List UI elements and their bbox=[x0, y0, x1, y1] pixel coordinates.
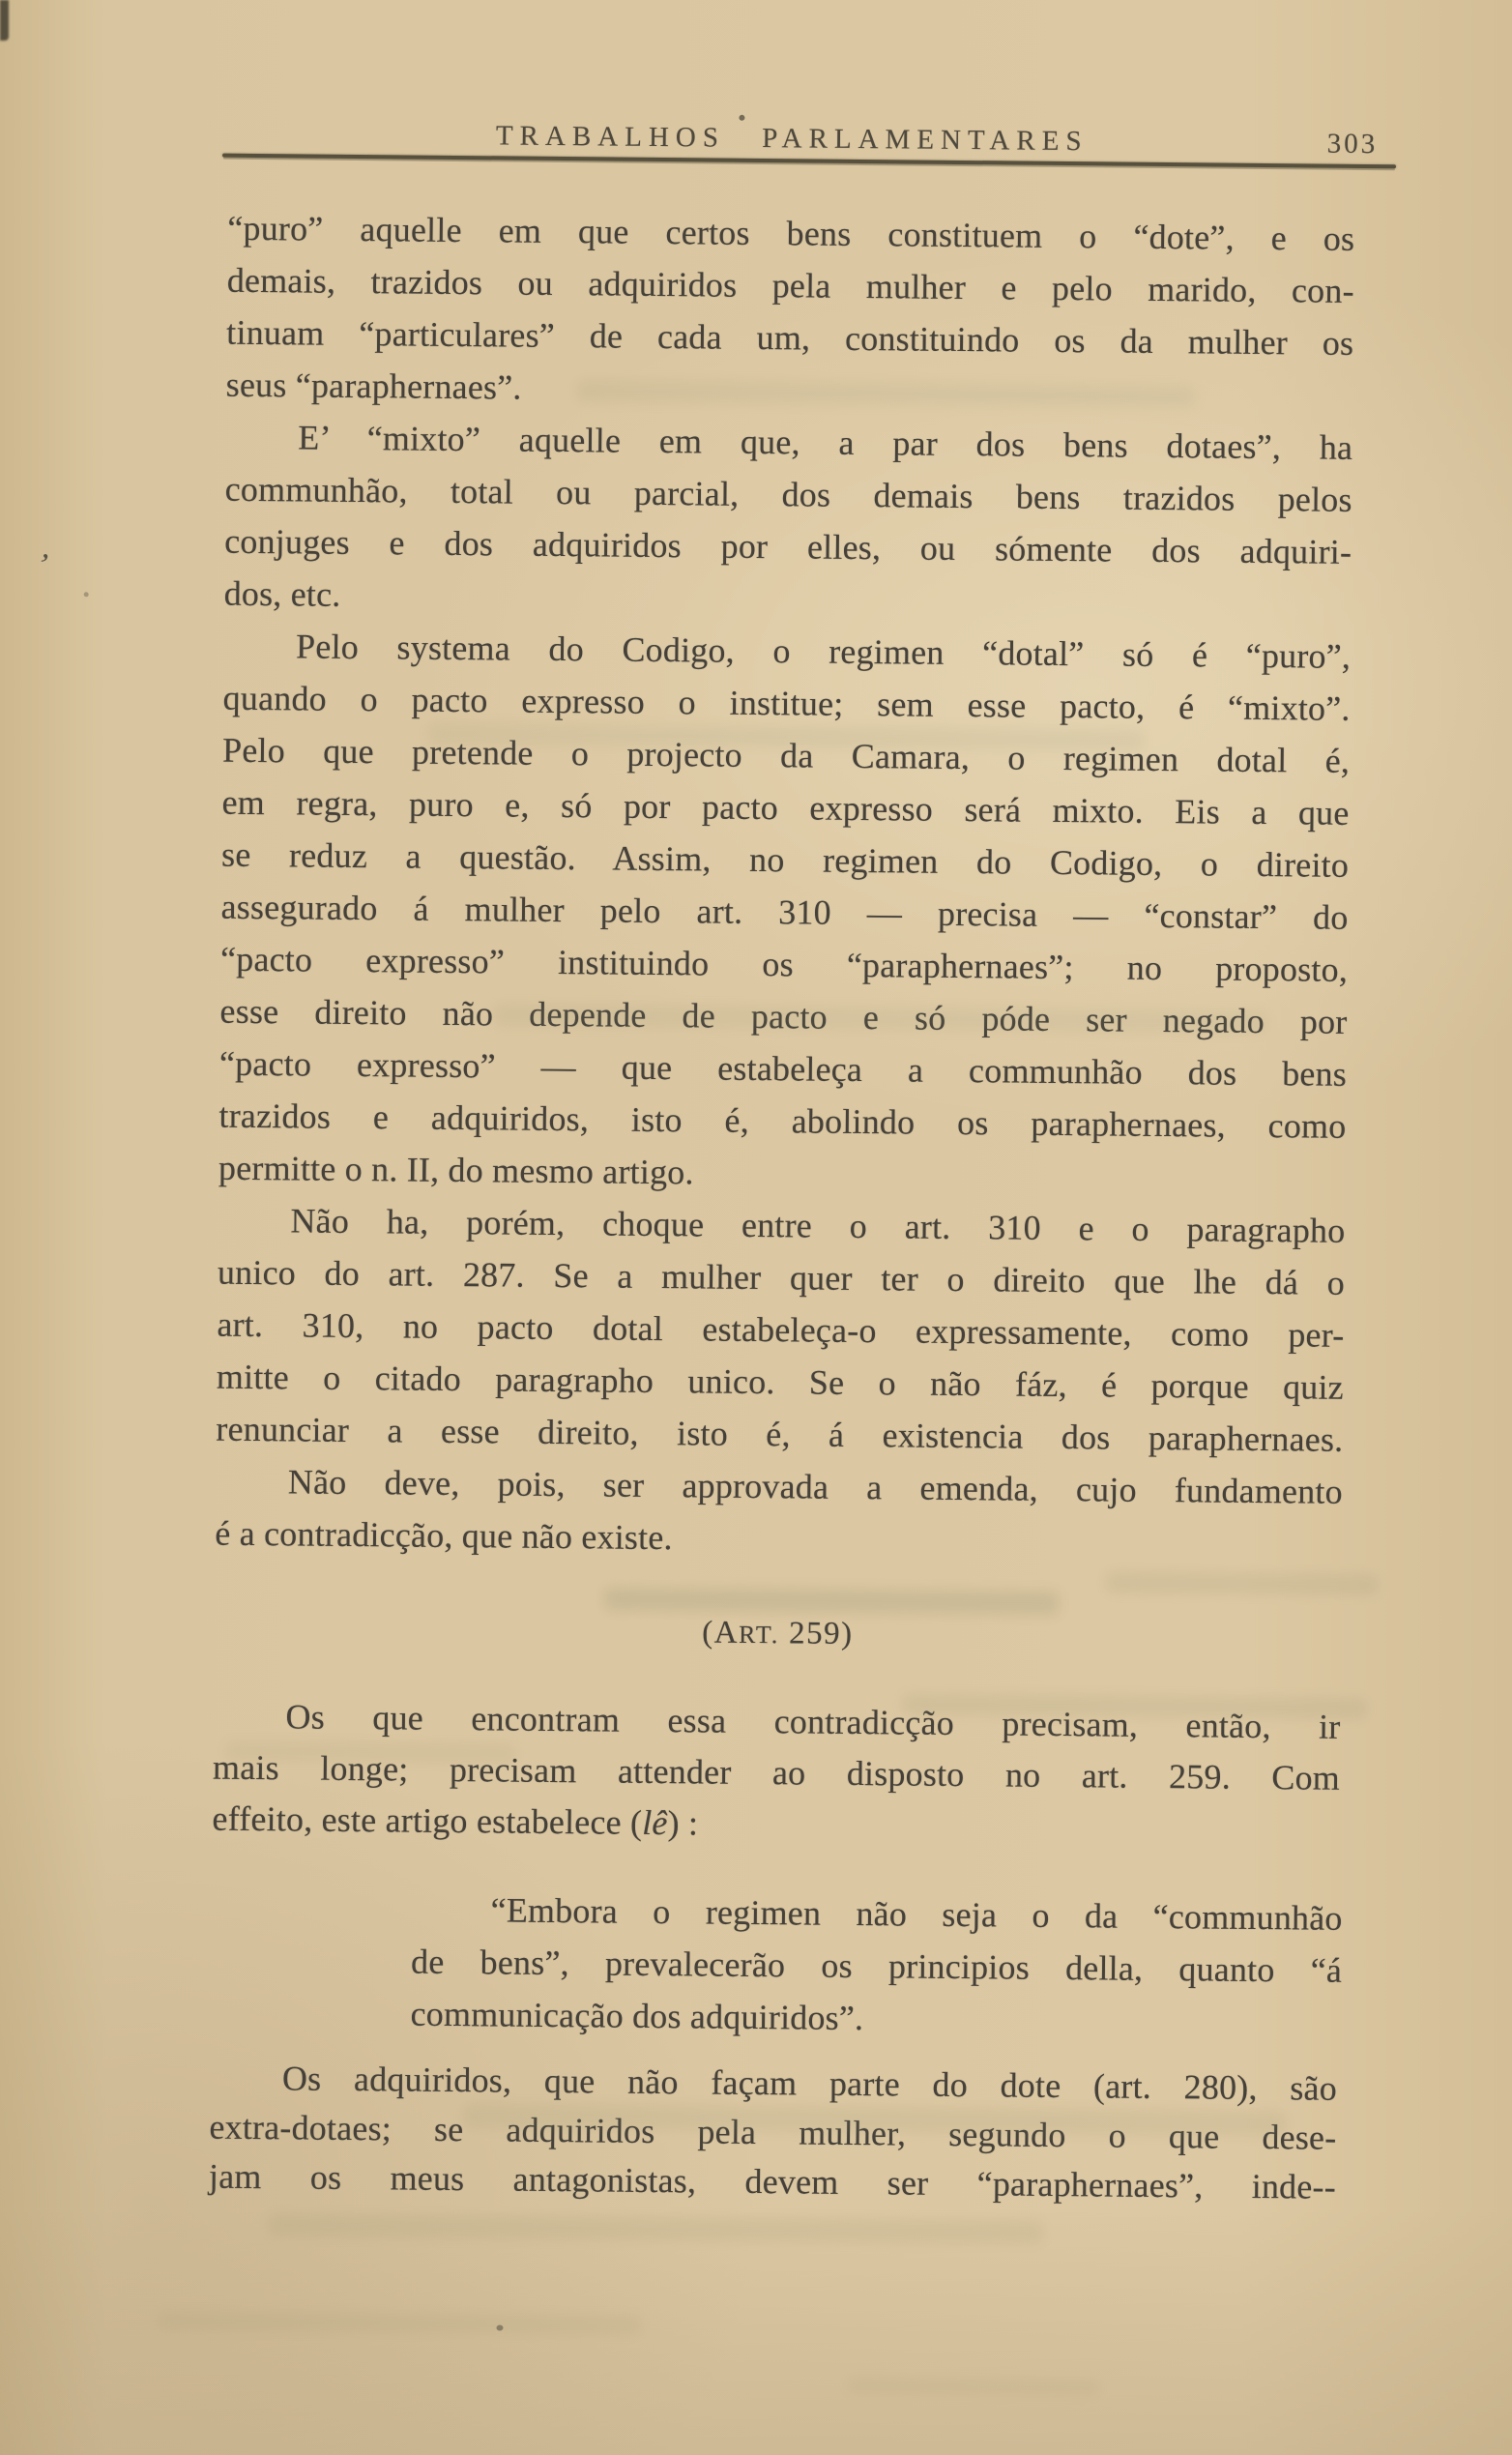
running-header-title: TRABALHOS PARLAMENTARES bbox=[495, 120, 1089, 158]
ink-speck bbox=[739, 115, 744, 121]
text-line: Pelo systema do Codigo, o regimen “dotal” só é “puro”, bbox=[295, 627, 1352, 676]
text-line: em regra, puro e, só por pacto expresso será mixto. Eis a que bbox=[221, 782, 1350, 833]
show-through-mark bbox=[269, 2214, 1042, 2243]
text-line: unico do art. 287. Se a mulher quer ter o direito que lhe dá o bbox=[217, 1252, 1346, 1302]
text-line: assegurado á mulher pelo art. 310 — precisa — “constar” do bbox=[220, 887, 1349, 937]
text-line: Os adquiridos, que não façam parte do dote (art. 280), são bbox=[281, 2059, 1338, 2108]
ink-speck bbox=[496, 2324, 503, 2330]
text-line: tinuam “particulares” de cada um, constituindo os da mulher os bbox=[226, 312, 1354, 363]
text-line: E’ “mixto” aquelle em que, a par dos bens dotaes”, ha bbox=[298, 418, 1353, 467]
italic-text: lê bbox=[642, 1802, 668, 1843]
show-through-mark bbox=[1107, 1572, 1378, 1594]
text-segment: ) : bbox=[667, 1803, 699, 1843]
block-quote bbox=[410, 1884, 1343, 2049]
text-line: “Embora o regimen não seja o da “communhão bbox=[490, 1890, 1343, 1938]
text-line: Pelo que pretende o projecto da Camara, o regimen dotal é, bbox=[221, 730, 1351, 780]
text-line: trazidos e adquiridos, isto é, abolindo os paraphernaes, como bbox=[218, 1096, 1347, 1146]
text-line: mitte o citado paragrapho unico. Se o não fáz, é porque quiz bbox=[216, 1357, 1345, 1407]
text-line: Não deve, pois, ser approvada a emenda, cujo fundamento bbox=[287, 1462, 1344, 1511]
text-line: jam os meus antagonistas, devem ser “paraphernaes”, inde-- bbox=[208, 2156, 1337, 2207]
text-line: dos, etc. bbox=[223, 573, 341, 614]
text-line: é a contradicção, que não existe. bbox=[215, 1513, 673, 1558]
show-through-mark bbox=[225, 1742, 515, 1763]
text-line: esse direito não depende de pacto e só póde ser negado por bbox=[219, 991, 1348, 1041]
text-line: “pacto expresso” instituindo os “paraphernaes”; no proposto, bbox=[219, 939, 1349, 989]
page-number: 303 bbox=[1326, 128, 1379, 161]
text-line: “pacto expresso” — que estabeleça a communhão dos bens bbox=[218, 1043, 1348, 1094]
stray-comma-mark: , bbox=[39, 529, 57, 567]
show-through-mark bbox=[604, 1587, 1059, 1615]
text-line: de bens”, prevalecerão os principios della, quanto “á bbox=[410, 1942, 1343, 1990]
text-line: communicação dos adquiridos”. bbox=[410, 1994, 864, 2038]
text-line: Os que encontram essa contradicção precisam, então, ir bbox=[285, 1697, 1341, 1746]
text-line: Não ha, porém, choque entre o art. 310 e o paragrapho bbox=[290, 1201, 1346, 1250]
text-line: se reduz a questão. Assim, no regimen do Codigo, o direito bbox=[220, 834, 1350, 885]
text-line: conjuges e dos adquiridos por elles, ou sómente dos adquiri- bbox=[224, 521, 1352, 571]
text-line: extra-dotaes; se adquiridos pela mulher, segundo o que dese- bbox=[209, 2107, 1337, 2157]
text-line: seus “paraphernaes”. bbox=[225, 365, 522, 407]
scan-edge-shadow bbox=[0, 0, 9, 41]
article-heading bbox=[214, 1611, 1341, 1657]
text-line: permitte o n. II, do mesmo artigo. bbox=[218, 1148, 694, 1192]
text-line: mais longe; precisam attender ao disposto no art. 259. Com bbox=[212, 1747, 1341, 1797]
text-line: renunciar a esse direito, isto é, á existencia dos paraphernaes. bbox=[216, 1409, 1344, 1459]
text-line: demais, trazidos ou adquiridos pela mulher e pelo marido, con- bbox=[226, 260, 1354, 310]
text-segment: 259) bbox=[779, 1616, 854, 1651]
text-segment: (A bbox=[702, 1615, 740, 1651]
text-line: quando o pacto expresso o institue; sem esse pacto, é “mixto”. bbox=[222, 678, 1351, 728]
text-line: art. 310, no pacto dotal estabeleça-o expressamente, como per- bbox=[217, 1304, 1345, 1355]
ink-speck bbox=[84, 592, 89, 597]
text-line bbox=[212, 1794, 1339, 1856]
show-through-mark bbox=[848, 2379, 1099, 2394]
text-segment: effeito, este artigo estabelece ( bbox=[212, 1798, 643, 1842]
text-line: communhão, total ou parcial, dos demais bens trazidos pelos bbox=[224, 469, 1352, 519]
show-through-mark bbox=[157, 2312, 640, 2334]
text-line: “puro” aquelle em que certos bens constituem o “dote”, e os bbox=[227, 208, 1355, 258]
small-caps-text: RT. bbox=[738, 1620, 780, 1650]
